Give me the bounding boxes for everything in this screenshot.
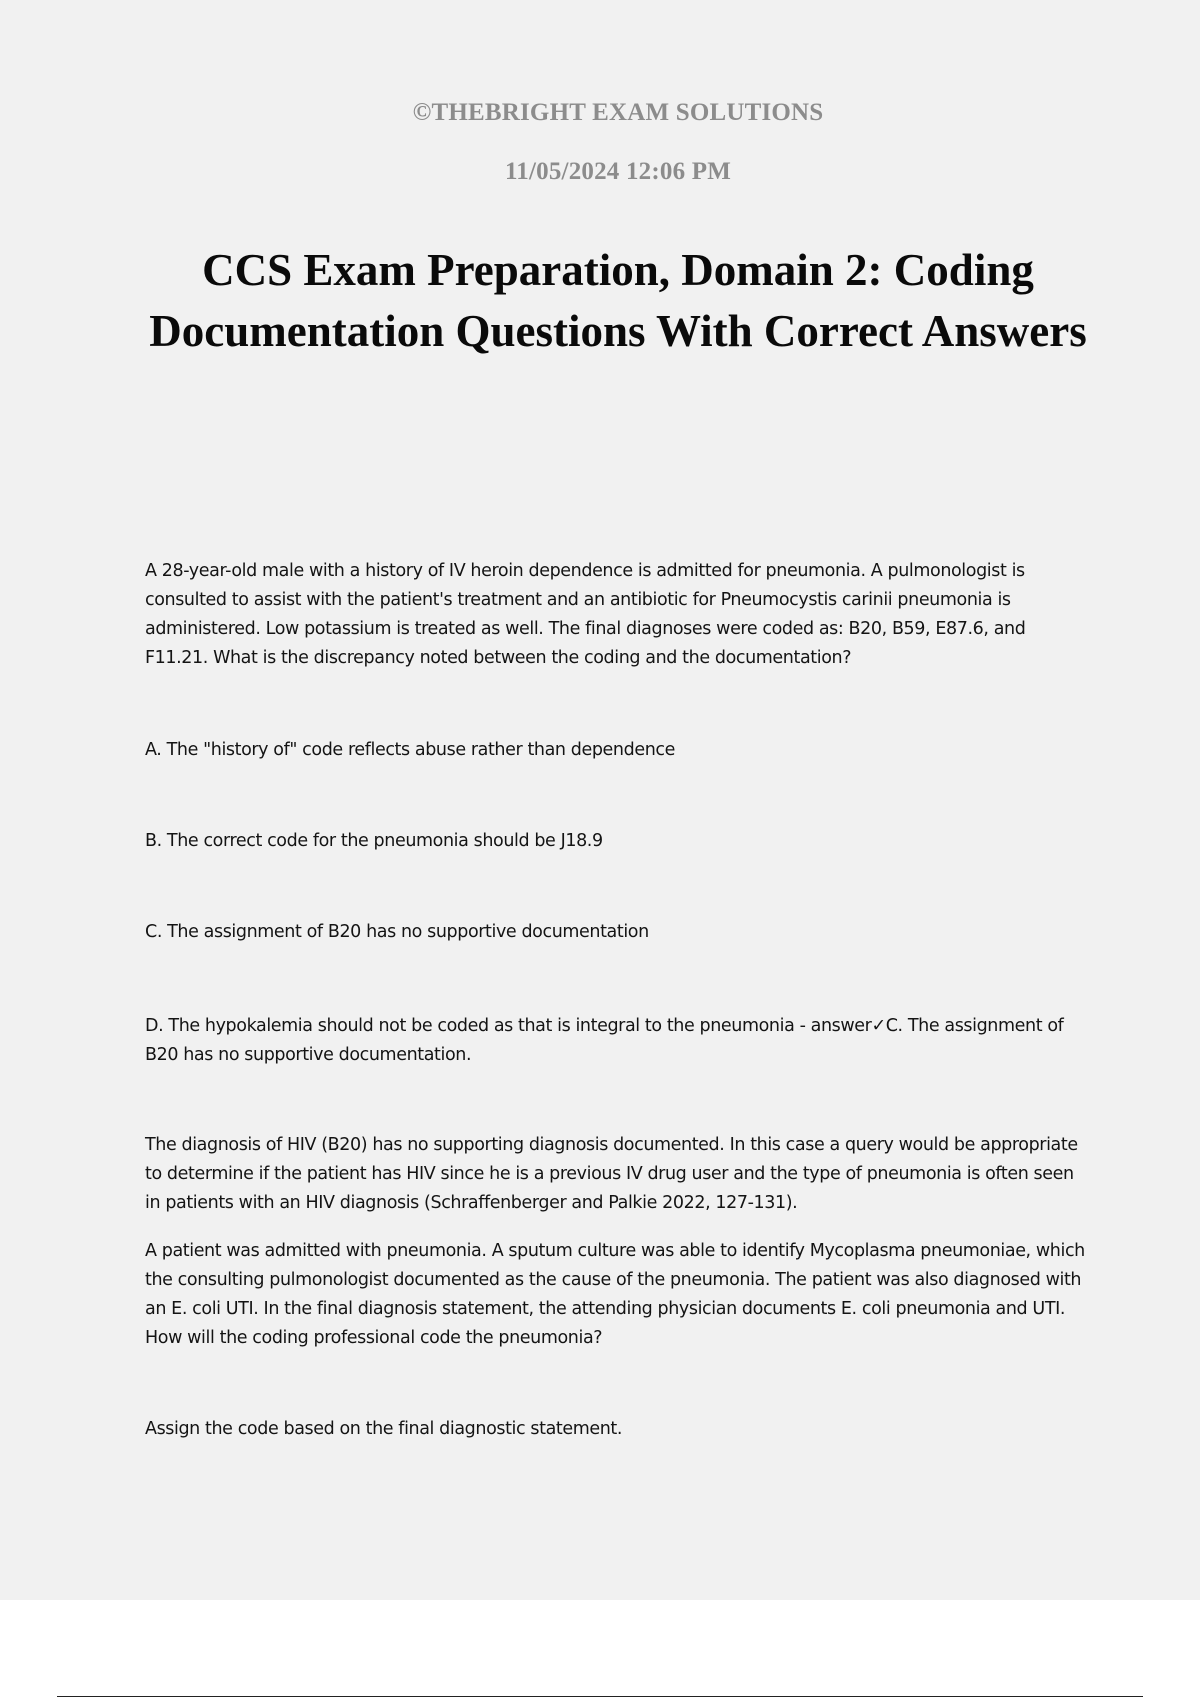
question-1-option-a: A. The "history of" code reflects abuse rather than dependence bbox=[145, 740, 675, 760]
question-1-option-d-answer: D. The hypokalemia should not be coded as that is integral to the pneumonia - answer✓C. The assignment of B20 has no supportive documentation. bbox=[145, 1016, 1064, 1065]
watermark-company: ©THEBRIGHT EXAM SOLUTIONS bbox=[412, 99, 824, 126]
question-1-stem: A 28-year-old male with a history of IV heroin dependence is admitted for pneumonia. A pulmonologist is consulted to assist with the patient's treatment and an antibiotic for Pneumocystis carinii pneumonia is administered. Low potassium is treated as well. The final diagnoses were coded as: B20, B59, E87.6, and F11.21. What is the discrepancy noted between the coding and the documentation? bbox=[145, 561, 1026, 668]
document-title: CCS Exam Preparation, Domain 2: Coding Documentation Questions With Correct Answers bbox=[149, 245, 1087, 356]
question-1-rationale: The diagnosis of HIV (B20) has no supporting diagnosis documented. In this case a query would be appropriate to determine if the patient has HIV since he is a previous IV drug user and the type of pneumonia is often seen in patients with an HIV diagnosis (Schraffenberger and Palkie 2022, 127-131). bbox=[145, 1135, 1078, 1213]
question-2-answer: Assign the code based on the final diagnostic statement. bbox=[145, 1419, 623, 1439]
question-1-option-c: C. The assignment of B20 has no supportive documentation bbox=[145, 922, 649, 942]
question-2-stem: A patient was admitted with pneumonia. A sputum culture was able to identify Mycoplasma pneumoniae, which the consulting pulmonologist documented as the cause of the pneumonia. The patient was also diagnosed with an E. coli UTI. In the final diagnosis statement, the attending physician documents E. coli pneumonia and UTI. How will the coding professional code the pneumonia? bbox=[145, 1241, 1085, 1348]
question-1-option-b: B. The correct code for the pneumonia should be J18.9 bbox=[145, 831, 603, 851]
footer-divider bbox=[57, 1696, 1143, 1697]
watermark-timestamp: 11/05/2024 12:06 PM bbox=[504, 158, 731, 185]
